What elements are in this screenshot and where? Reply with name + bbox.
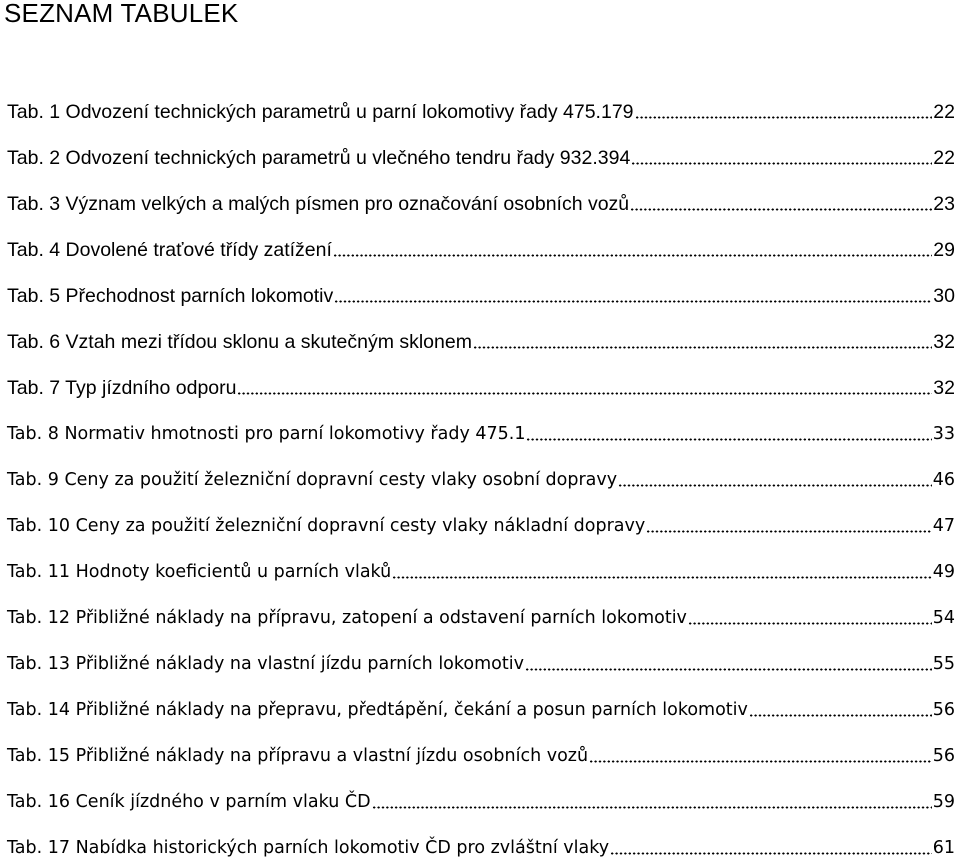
dot-leader	[631, 162, 932, 165]
dot-leader	[334, 300, 932, 303]
entry-page: 29	[933, 239, 955, 261]
list-item[interactable]	[7, 98, 955, 124]
entry-page: 49	[932, 562, 955, 582]
entry-label: Tab. 13 Přibližné náklady na vlastní jízdu parních lokomotiv	[7, 654, 524, 674]
list-item[interactable]	[7, 282, 955, 308]
entry-page: 30	[933, 285, 955, 307]
entry-page: 59	[932, 792, 955, 812]
entry-label: Tab. 8 Normativ hmotnosti pro parní lokomotivy řady 475.1	[7, 424, 526, 444]
dot-leader	[589, 760, 932, 763]
entry-label: Tab. 6 Vztah mezi třídou sklonu a skutečným sklonem	[7, 331, 472, 353]
entry-page: 47	[932, 516, 955, 536]
dot-leader	[630, 208, 932, 211]
list-item[interactable]	[7, 144, 955, 170]
dot-leader	[610, 852, 932, 855]
list-item[interactable]	[7, 558, 955, 584]
entry-label: Tab. 5 Přechodnost parních lokomotiv	[7, 285, 334, 307]
entry-page: 23	[933, 193, 955, 215]
dot-leader	[618, 484, 932, 487]
dot-leader	[392, 576, 931, 579]
list-item[interactable]	[7, 420, 955, 446]
entry-label: Tab. 12 Přibližné náklady na přípravu, zatopení a odstavení parních lokomotiv	[7, 608, 687, 628]
list-item[interactable]	[7, 236, 955, 262]
list-item[interactable]	[7, 788, 955, 814]
dot-leader	[646, 530, 931, 533]
list-item[interactable]	[7, 374, 955, 400]
entry-page: 55	[932, 654, 955, 674]
list-item[interactable]	[7, 328, 955, 354]
dot-leader	[473, 346, 932, 349]
entry-page: 56	[932, 746, 955, 766]
dot-leader	[372, 806, 932, 809]
entry-label: Tab. 17 Nabídka historických parních lokomotiv ČD pro zvláštní vlaky	[7, 838, 610, 858]
list-item[interactable]	[7, 512, 955, 538]
list-item[interactable]	[7, 604, 955, 630]
entry-page: 22	[933, 147, 955, 169]
entry-label: Tab. 10 Ceny za použití železniční dopravní cesty vlaky nákladní dopravy	[7, 516, 646, 536]
entry-label: Tab. 2 Odvození technických parametrů u vlečného tendru řady 932.394	[7, 147, 631, 169]
entry-label: Tab. 9 Ceny za použití železniční dopravní cesty vlaky osobní dopravy	[7, 470, 618, 490]
list-item[interactable]	[7, 742, 955, 768]
list-item[interactable]	[7, 466, 955, 492]
dot-leader	[237, 392, 932, 395]
entry-label: Tab. 11 Hodnoty koeficientů u parních vlaků	[7, 562, 392, 582]
dot-leader	[688, 622, 932, 625]
dot-leader	[749, 714, 932, 717]
entry-label: Tab. 15 Přibližné náklady na přípravu a vlastní jízdu osobních vozů	[7, 746, 589, 766]
entry-label: Tab. 7 Typ jízdního odporu	[7, 377, 237, 399]
list-item[interactable]	[7, 650, 955, 676]
list-item[interactable]	[7, 190, 955, 216]
entry-page: 32	[933, 377, 955, 399]
entry-page: 22	[933, 101, 955, 123]
entry-label: Tab. 3 Význam velkých a malých písmen pro označování osobních vozů	[7, 193, 630, 215]
dot-leader	[333, 254, 932, 257]
entry-label: Tab. 1 Odvození technických parametrů u parní lokomotivy řady 475.179	[7, 101, 634, 123]
dot-leader	[526, 438, 931, 441]
entry-page: 54	[932, 608, 955, 628]
dot-leader	[635, 116, 933, 119]
list-item[interactable]	[7, 696, 955, 722]
dot-leader	[525, 668, 932, 671]
entry-label: Tab. 16 Ceník jízdného v parním vlaku ČD	[7, 792, 371, 812]
entry-page: 33	[932, 424, 955, 444]
entry-page: 32	[933, 331, 955, 353]
entry-page: 56	[932, 700, 955, 720]
entry-page: 61	[932, 838, 955, 858]
page-title: SEZNAM TABULEK	[4, 0, 239, 28]
entry-label: Tab. 14 Přibližné náklady na přepravu, předtápění, čekání a posun parních lokomotiv	[7, 700, 748, 720]
list-item[interactable]	[7, 834, 955, 860]
entry-label: Tab. 4 Dovolené traťové třídy zatížení	[7, 239, 332, 261]
entry-page: 46	[932, 470, 955, 490]
